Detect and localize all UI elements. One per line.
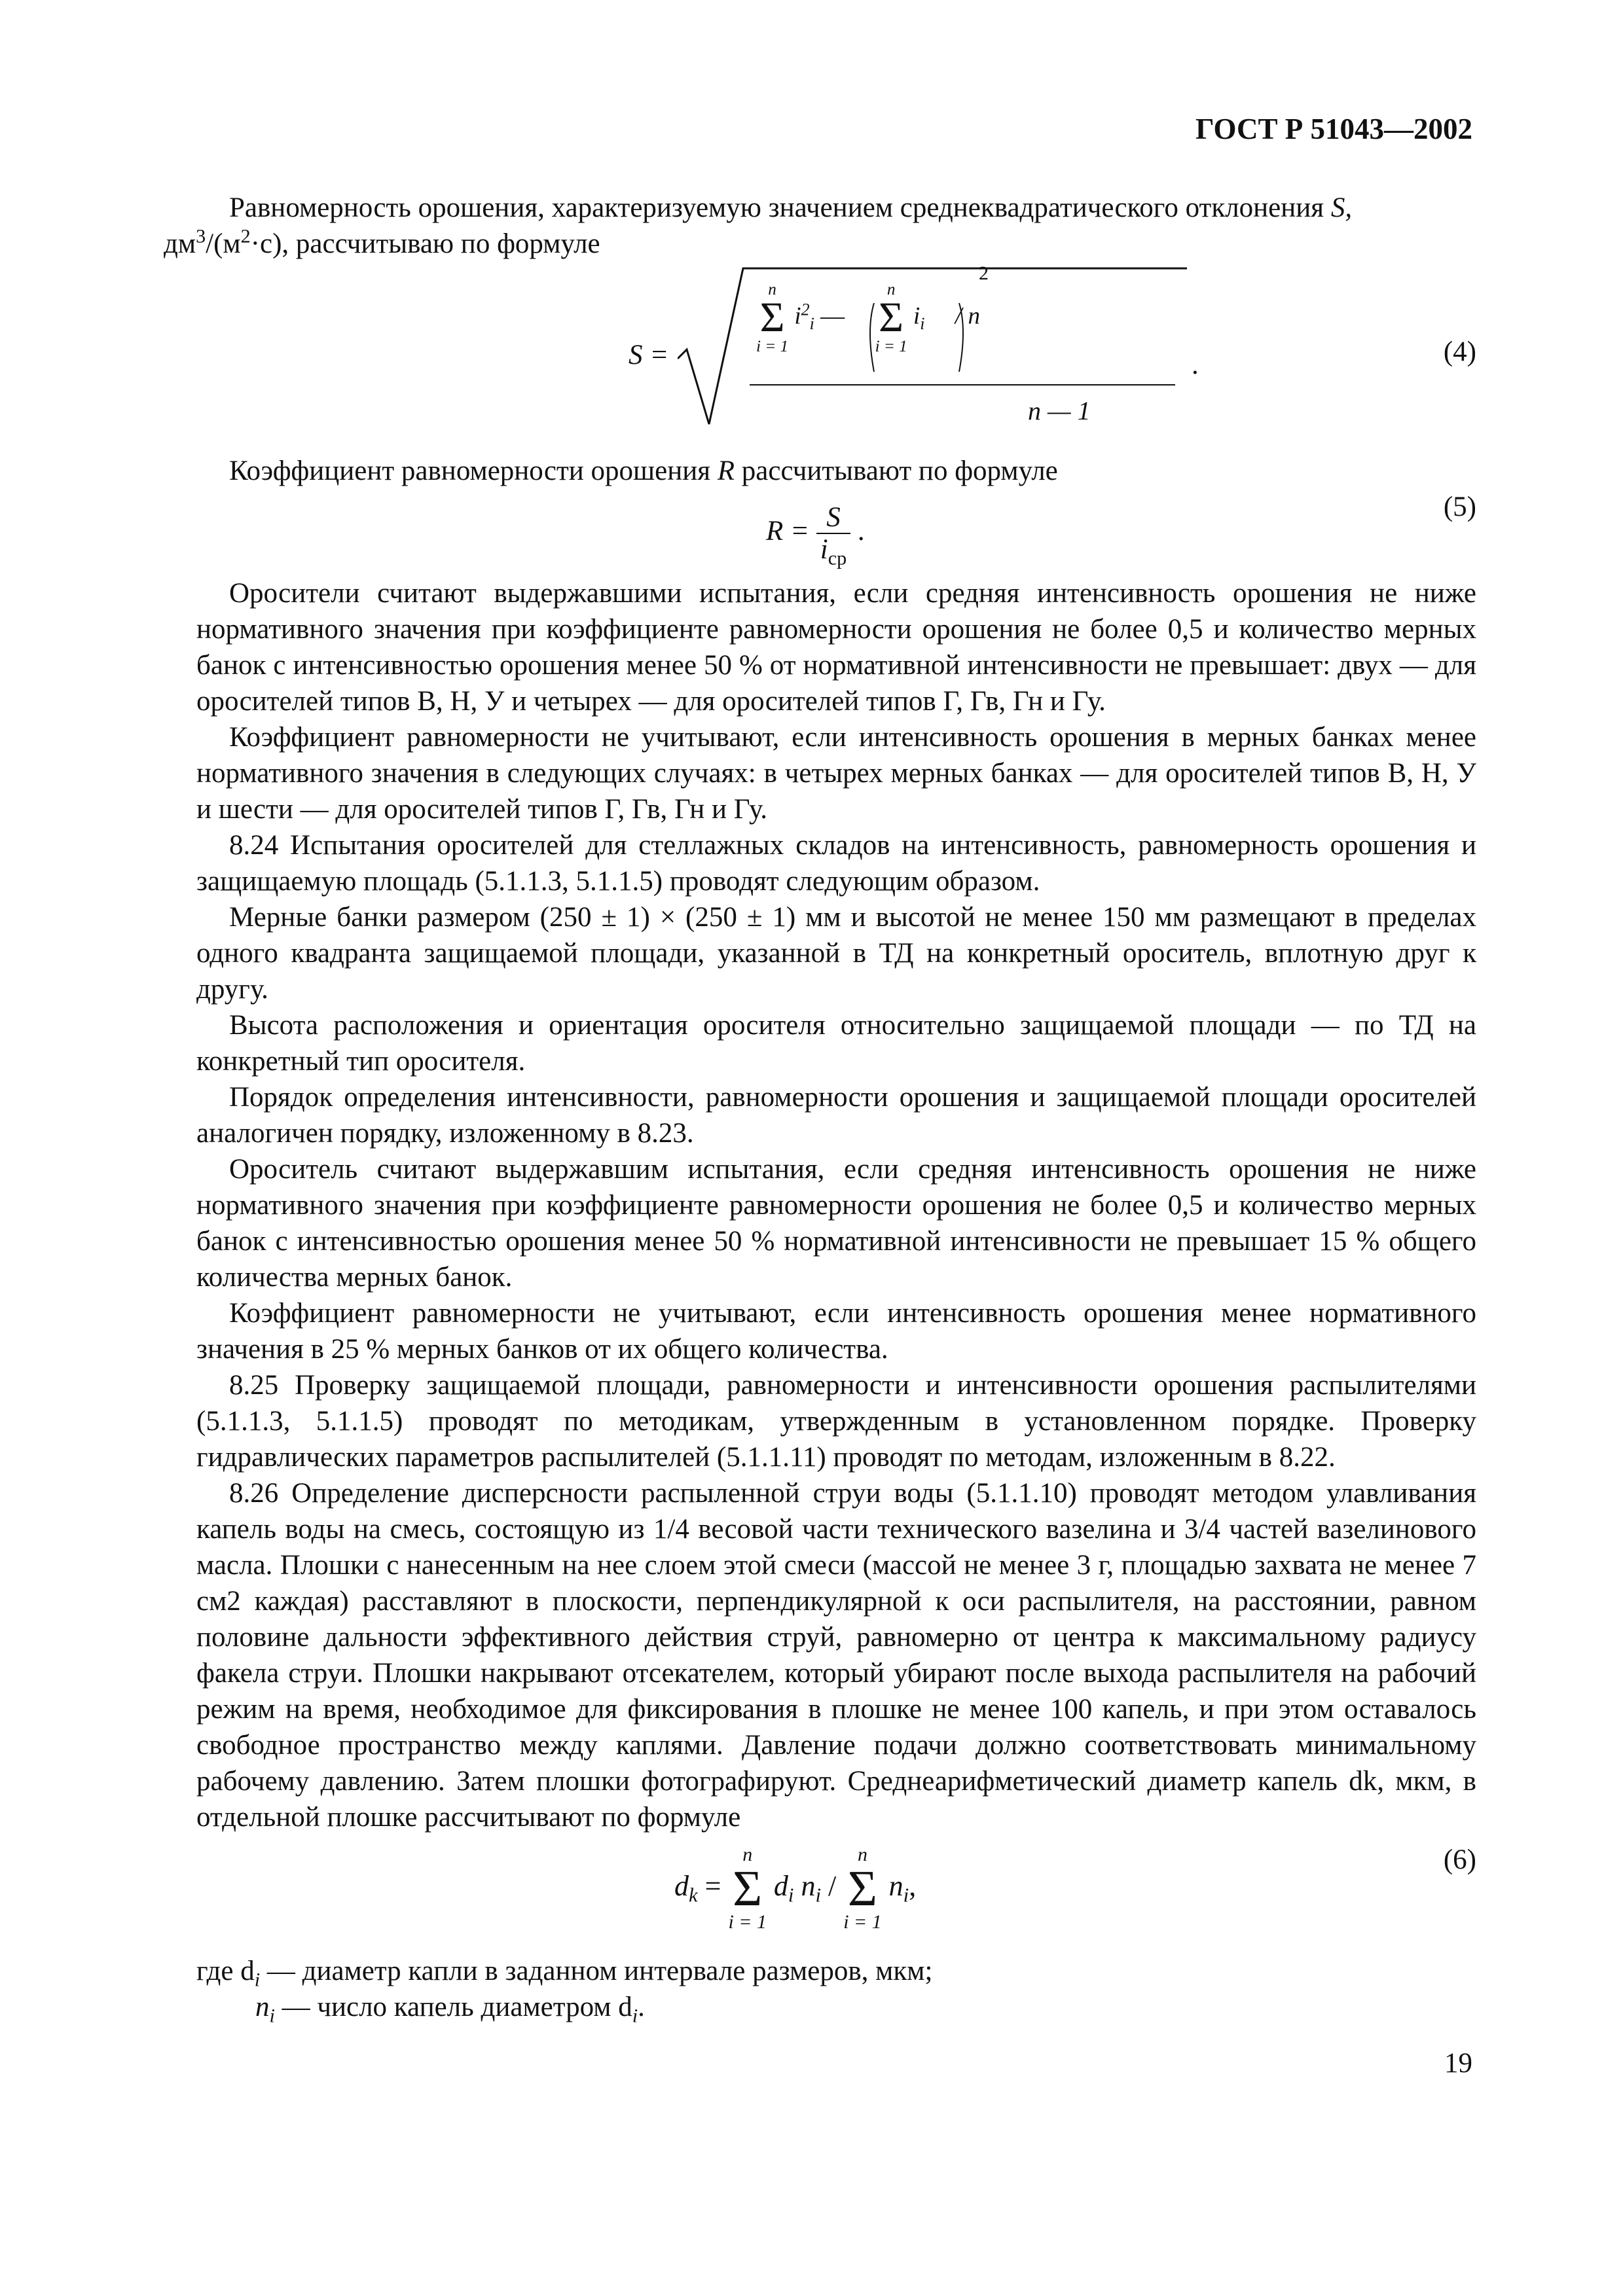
- formula-4-outer-exponent: 2: [979, 262, 989, 284]
- formula-6-number: (6): [1443, 1844, 1476, 1875]
- formula-5: [196, 489, 1476, 569]
- page-number: 19: [1444, 2048, 1472, 2079]
- paragraph-8: Коэффициент равномерности не учитывают, если интенсивность орошения менее нормативного значения в 25 % мерных банков от их общего количества.: [196, 1298, 1476, 1365]
- formula-5-body: R = $\frac{S}{i_{ср}}$ .: [766, 502, 865, 569]
- paragraph-3: 8.24 Испытания оросителей для стеллажных складов на интенсивность, равномерность орошения и защищаемую площадь (5.1.1.3, 5.1.1.5) проводят следующим образом.: [196, 830, 1476, 897]
- paragraph-4: Мерные банки размером (250 ± 1) × (250 ± 1) мм и высотой не менее 150 мм размещают в пределах одного квадранта защищаемой площади, указанной в ТД на конкретный ороситель, вплотную друг к другу.: [196, 902, 1476, 1005]
- formula-4-denominator: n — 1: [1028, 396, 1091, 425]
- paragraph-9: 8.25 Проверку защищаемой площади, равномерности и интенсивности орошения распылителями (5.1.1.3, 5.1.1.5) проводят по методикам, утвержденным в установленном порядке. Проверку гидравлических параметров распылителей (5.1.1.11) проводят по методам, изложенным в 8.22.: [196, 1370, 1476, 1473]
- paragraph-uniformity-intro: Равномерность орошения, характеризуемую значением среднеквадратического отклонения S, $дм^3/(м^2\cdot с)$, рассчитываю по формуле: [164, 192, 1353, 259]
- formula-4-numerator: n Σ i = 1 $i^2_i$ — n Σ i = 1 $i_i$ / n: [756, 281, 980, 356]
- paragraph-2: Коэффициент равномерности не учитывают, если интенсивность орошения в мерных банках менее нормативного значения в следующих случаях: в четырех мерных банках — для оросителей типов В, Н, У и шести — для оросителей типов Г, Гв, Гн и Гу.: [196, 722, 1476, 825]
- paragraph-5: Высота расположения и ориентация оросителя относительно защищаемой площади — по ТД на конкретный тип оросителя.: [196, 1010, 1476, 1077]
- where-line-2: $n_i$ — число капель диаметром $d_i$.: [255, 1992, 645, 2027]
- sum-sign-2: n Σ i = 1: [875, 281, 907, 356]
- paragraph-6: Порядок определения интенсивности, равномерности орошения и защищаемой площади оросителей аналогичен порядку, изложенному в 8.23.: [196, 1082, 1476, 1149]
- paragraph-coefficient-intro: Коэффициент равномерности орошения R рассчитывают по формуле: [229, 456, 1058, 486]
- formula-6-body: $d_k$ = n Σ i = 1 $d_i$ $n_i$ / n Σ i = 1 $n_i$,: [674, 1844, 917, 1933]
- sum-sign-3: n Σ i = 1: [728, 1844, 767, 1933]
- formula-4: [196, 262, 1476, 439]
- formula-6: [196, 1842, 1476, 1953]
- formula-4-number: (4): [1443, 336, 1476, 367]
- formula-5-fraction: $\frac{S}{i_{ср}}$: [816, 502, 850, 565]
- where-line-1: где $d_i$ — диаметр капли в заданном интервале размеров, мкм;: [196, 1956, 933, 1991]
- paragraph-1: Оросители считают выдержавшими испытания, если средняя интенсивность орошения не ниже нормативного значения при коэффициенте равномерности орошения не более 0,5 и количество мерных банок с интенсивностью орошения менее 50 % от нормативной интенсивности не превышает: двух — для оросителей типов В, Н, У и четырех — для оросителей типов Г, Гв, Гн и Гу.: [196, 578, 1476, 717]
- document-body: [164, 190, 1476, 2027]
- sum-sign-1: n Σ i = 1: [756, 281, 789, 356]
- document-header: ГОСТ Р 51043—2002: [1195, 113, 1472, 145]
- formula-4-dot: .: [1192, 350, 1199, 380]
- paragraph-10: 8.26 Определение дисперсности распыленной струи воды (5.1.1.10) проводят методом улавливания капель воды на смесь, состоящую из 1/4 весовой части технического вазелина и 3/4 частей вазелинового масла. Плошки с нанесенным на нее слоем этой смеси (массой не менее 3 г, площадью захвата не менее 7 см2 каждая) расставляют в плоскости, перпендикулярной к оси распылителя, на расстоянии, равном половине дальности эффективного действия струй, равномерно от центра к максимальному радиусу факела струи. Плошки накрывают отсекателем, который убирают после выхода распылителя на рабочий режим на время, необходимое для фиксирования в плошке не менее 100 капель, и при этом оставалось свободное пространство между каплями. Давление подачи должно соответствовать минимальному рабочему давлению. Затем плошки фотографируют. Среднеарифметический диаметр капель dk, мкм, в отдельной плошке рассчитывают по формуле: [196, 1478, 1476, 1833]
- paragraph-7: Ороситель считают выдержавшим испытания, если средняя интенсивность орошения не ниже нормативного значения при коэффициенте равномерности орошения не более 0,5 и количество мерных банок с интенсивностью орошения менее 50 % нормативной интенсивности не превышает 15 % общего количества мерных банок.: [196, 1154, 1476, 1293]
- sum-sign-4: n Σ i = 1: [843, 1844, 882, 1933]
- formula-4-lhs: S =: [629, 340, 669, 370]
- formula-5-number: (5): [1443, 492, 1476, 522]
